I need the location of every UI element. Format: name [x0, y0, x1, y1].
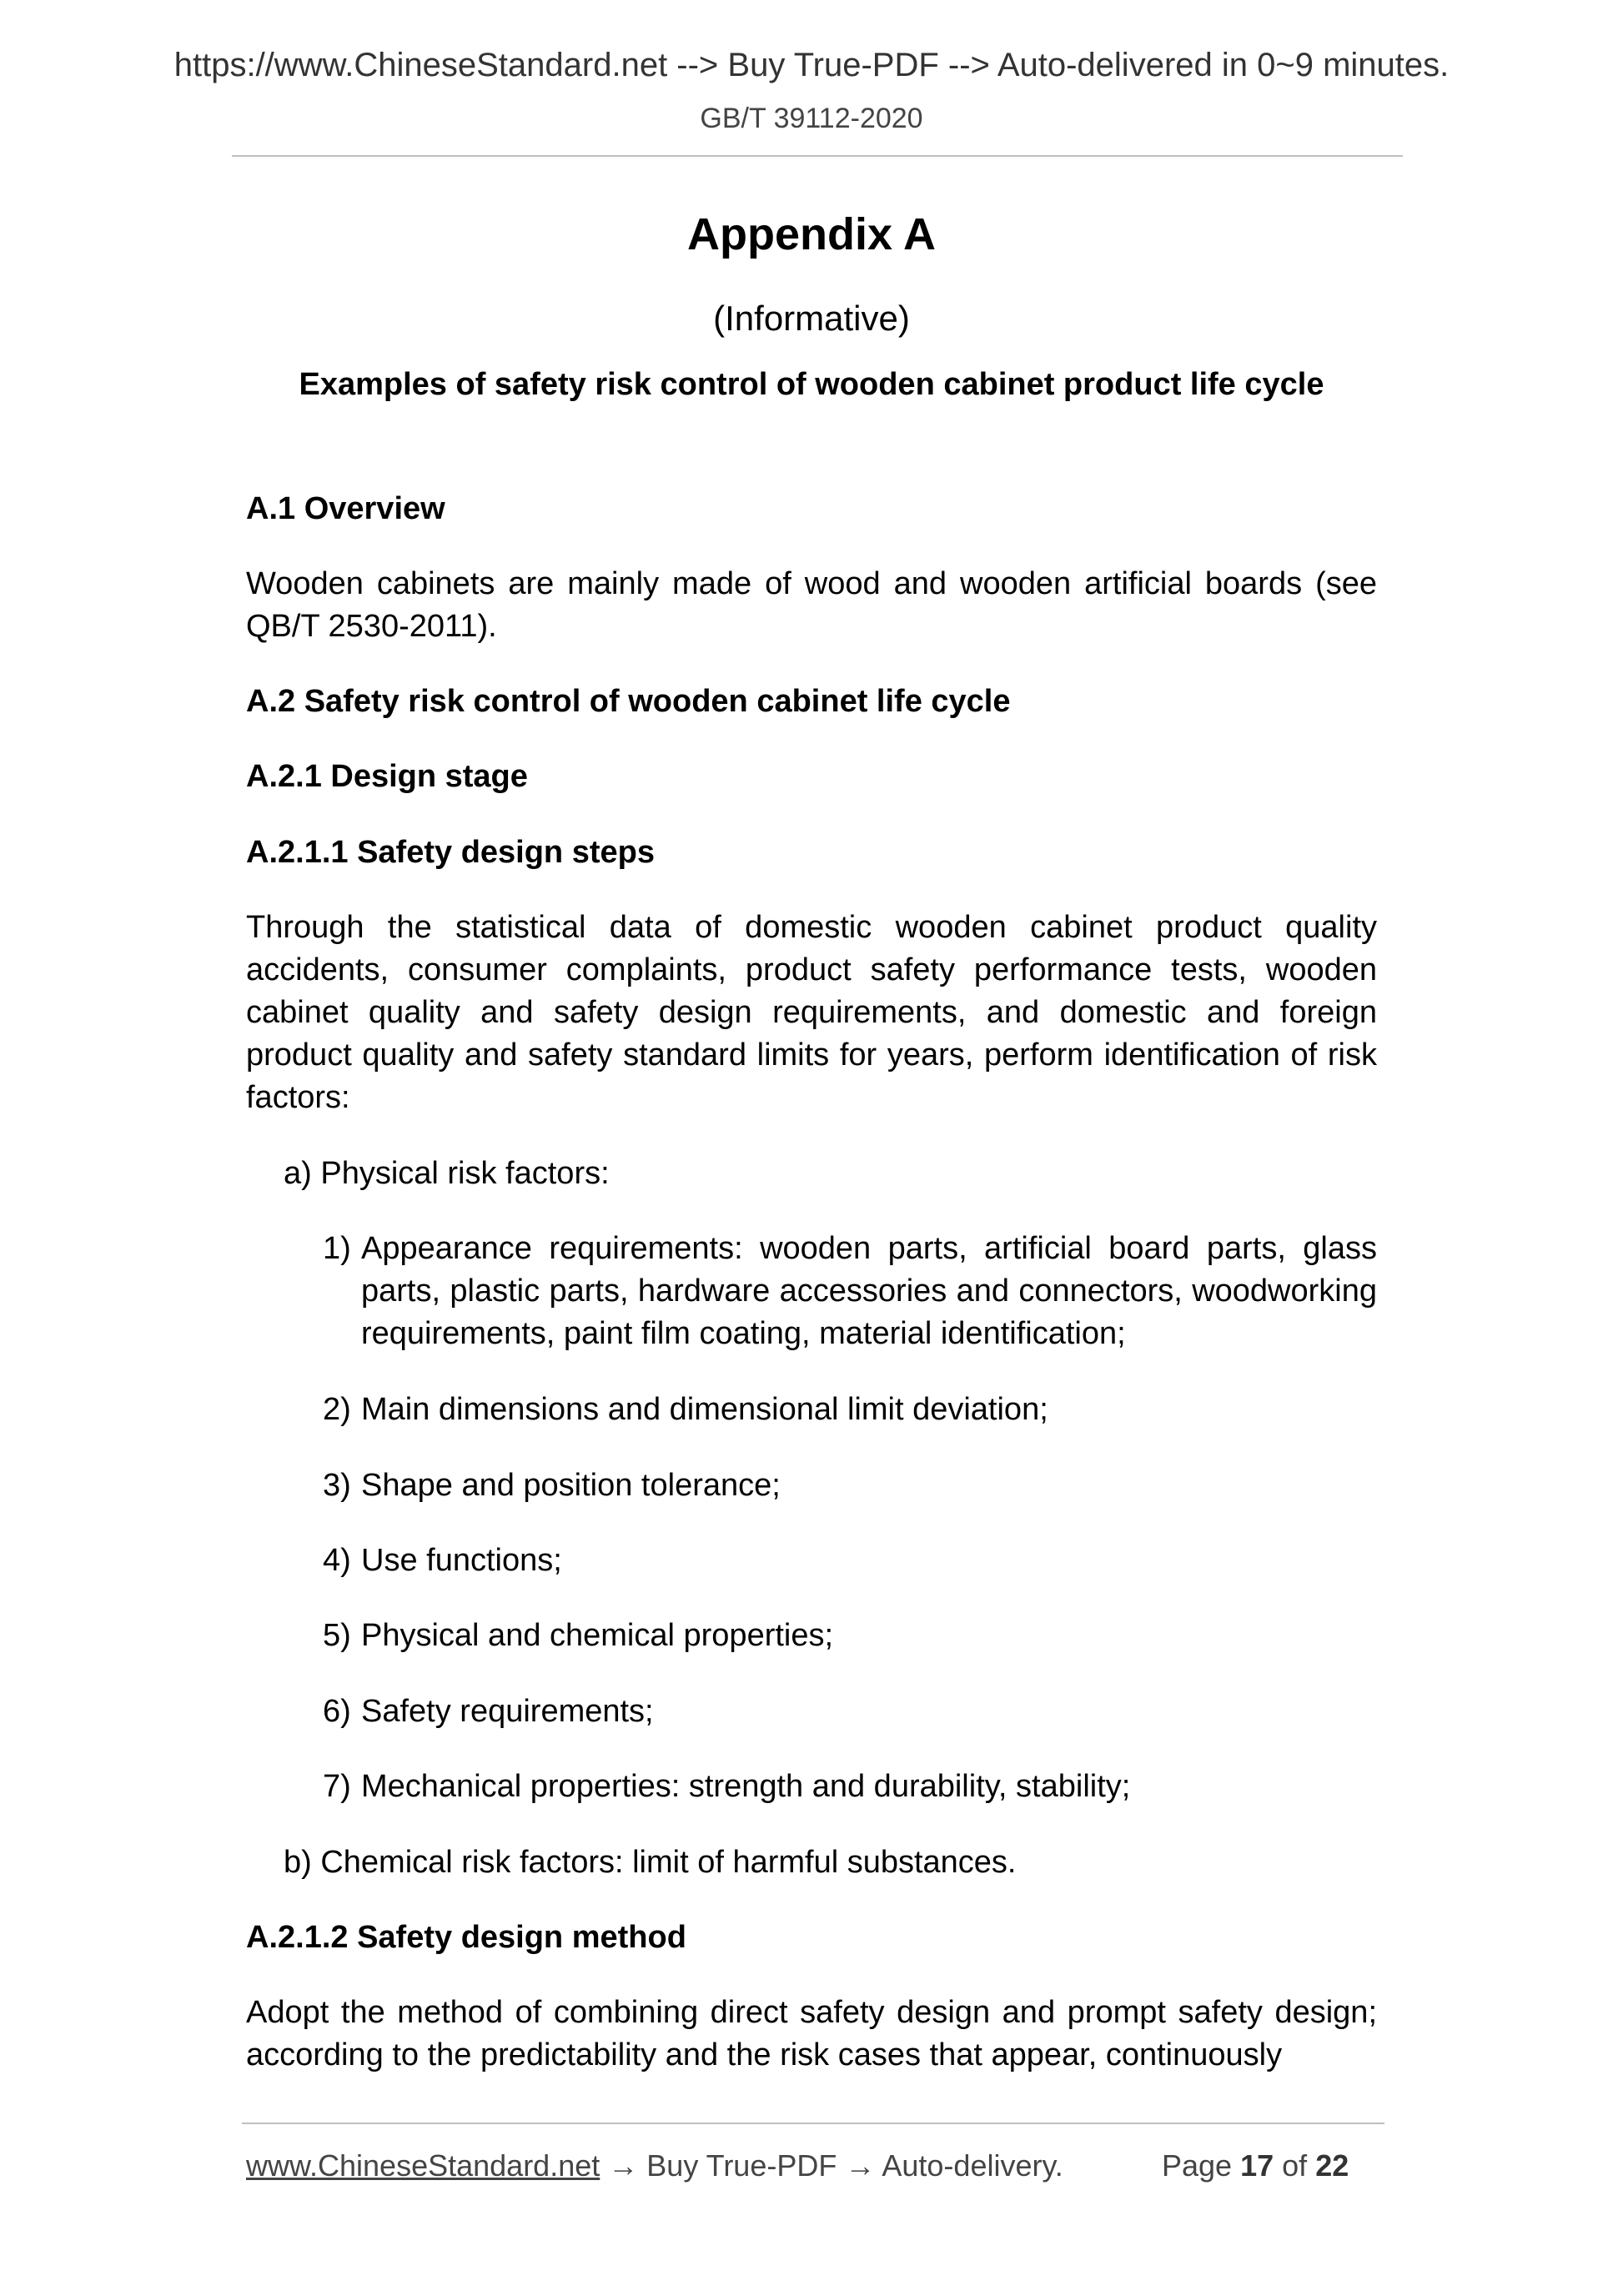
sub-list-item-text: Appearance requirements: wooden parts, artificial board parts, glass parts, plastic parts, hardware accessories and connectors, woodworking requirements, paint film coating, material identification; [361, 1231, 1377, 1351]
list-item-a: a) Physical risk factors: [284, 1156, 610, 1191]
section-heading-a21: A.2.1 Design stage [246, 759, 528, 794]
footer-left [246, 2146, 1063, 2186]
sub-list-item-number: 2) [323, 1392, 351, 1427]
sub-list-item-number: 6) [323, 1694, 351, 1729]
sub-list-item-text: Shape and position tolerance; [361, 1468, 781, 1503]
page-indicator [1162, 2146, 1349, 2186]
header-banner: https://www.ChineseStandard.net --> Buy True-PDF --> Auto-delivered in 0~9 minutes. [173, 47, 1450, 83]
appendix-title: Appendix A [686, 209, 936, 259]
footer-divider [242, 2123, 1384, 2124]
sub-list-item [323, 1465, 1377, 1507]
document-id: GB/T 39112-2020 [700, 103, 923, 134]
arrow-right-icon: → [608, 2148, 639, 2183]
arrow-right-icon: → [845, 2148, 876, 2183]
sub-list-item-number: 7) [323, 1769, 351, 1804]
sub-list-item-text: Mechanical properties: strength and durability, stability; [361, 1769, 1131, 1804]
sub-list-item-text: Main dimensions and dimensional limit deviation; [361, 1392, 1048, 1427]
footer-site-link[interactable]: www.ChineseStandard.net [246, 2148, 600, 2183]
list-item-b: b) Chemical risk factors: limit of harmful substances. [284, 1845, 1017, 1880]
sub-list-item-number: 1) [323, 1231, 351, 1266]
paragraph-a212: Adopt the method of combining direct safety design and prompt safety design; according to the predictability and the risk cases that appear, continuously [246, 1995, 1377, 2072]
sub-list-item-number: 4) [323, 1543, 351, 1578]
footer-buy-text: Buy True-PDF [646, 2148, 837, 2183]
sub-list-item [323, 1540, 1377, 1582]
sub-list-item-number: 3) [323, 1468, 351, 1503]
sub-list-item [323, 1228, 1377, 1355]
paragraph-a1: Wooden cabinets are mainly made of wood and wooden artificial boards (see QB/T 2530-2011). [246, 566, 1377, 644]
appendix-subtitle: (Informative) [713, 299, 910, 338]
sub-list-item [323, 1615, 1377, 1657]
page-total: 22 [1315, 2148, 1349, 2183]
header-divider [232, 155, 1403, 157]
section-heading-a211: A.2.1.1 Safety design steps [246, 835, 655, 870]
sub-list-item-text: Safety requirements; [361, 1694, 654, 1729]
sub-list-item-number: 5) [323, 1618, 351, 1653]
appendix-name: Examples of safety risk control of wooden cabinet product life cycle [299, 367, 1324, 402]
sub-list-item [323, 1691, 1377, 1733]
sub-list-item [323, 1389, 1377, 1431]
footer-auto-text: Auto-delivery. [882, 2148, 1063, 2183]
paragraph-a211: Through the statistical data of domestic wooden cabinet product quality accidents, consumer complaints, product safety performance tests, wooden cabinet quality and safety design requirements, and domestic and foreign product quality and safety standard limits for years, perform identification of risk factors: [246, 910, 1377, 1115]
section-heading-a1: A.1 Overview [246, 491, 445, 526]
sub-list-item [323, 1766, 1377, 1808]
page-label: Page [1162, 2148, 1233, 2183]
section-heading-a212: A.2.1.2 Safety design method [246, 1920, 686, 1955]
sub-list-item-text: Use functions; [361, 1543, 562, 1578]
section-heading-a2: A.2 Safety risk control of wooden cabinet life cycle [246, 684, 1011, 719]
page-current: 17 [1240, 2148, 1274, 2183]
of-label: of [1282, 2148, 1308, 2183]
sub-list-item-text: Physical and chemical properties; [361, 1618, 834, 1653]
